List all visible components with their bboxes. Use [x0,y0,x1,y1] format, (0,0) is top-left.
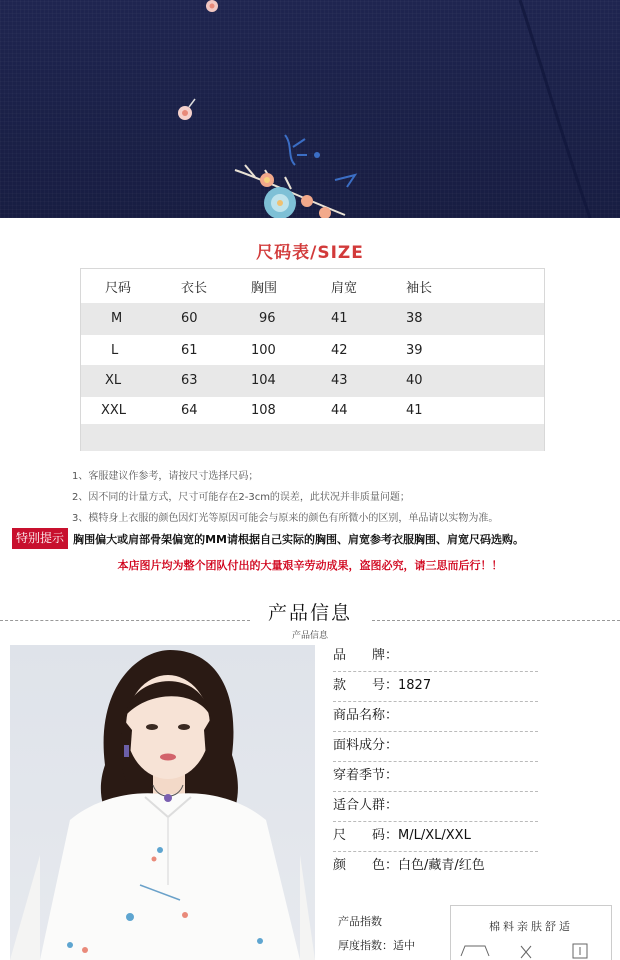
cell-size: XXL [101,403,127,418]
product-info-subtitle: 产品信息 [291,631,328,641]
attr-value: 1827 [398,678,432,693]
product-attributes [333,642,538,882]
product-index [332,905,612,960]
header-size: 尺码 [105,281,132,296]
index-title: 产品指数 [338,915,382,928]
attr-key: 商品名称： [333,708,399,723]
table-row-empty [81,424,544,451]
header-bust: 胸围 [251,281,278,296]
note-line: 3、模特身上衣服的颜色因灯光等原因可能会与原来的颜色有所微小的区别，单品请以实物为准。 [72,513,499,524]
header-length: 衣长 [181,281,208,296]
cell-bust: 100 [251,343,276,358]
attr-key: 穿着季节： [333,768,399,783]
table-row [81,335,544,367]
cell-bust: 104 [251,373,276,388]
cell-sleeve: 40 [406,373,423,388]
cell-bust: 96 [259,311,276,326]
table-row [81,395,544,427]
attr-colors [333,852,538,882]
header-sleeve: 袖长 [406,281,433,296]
cell-shoulder: 43 [331,373,348,388]
product-info-header [0,598,620,641]
cell-bust: 108 [251,403,276,418]
no-bleach-icon [521,946,531,958]
care-panel [450,905,612,960]
wash-icon [461,946,489,956]
attr-name [333,702,538,732]
attr-key: 适合人群： [333,798,399,813]
cell-sleeve: 38 [406,311,423,326]
cell-size: XL [105,373,122,388]
size-table [80,268,545,451]
attr-fabric [333,732,538,762]
cell-length: 63 [181,373,198,388]
fabric-detail-photo [0,0,620,218]
attr-style-no [333,672,538,702]
attr-sizes [333,822,538,852]
model-photo [10,645,315,960]
attr-audience [333,792,538,822]
cell-shoulder: 42 [331,343,348,358]
cell-size: M [111,311,123,326]
product-info-title: 产品信息 [267,602,352,624]
cell-shoulder: 41 [331,311,348,326]
cell-sleeve: 41 [406,403,423,418]
cell-length: 60 [181,311,198,326]
attr-key: 面料成分： [333,738,399,753]
cell-length: 64 [181,403,198,418]
cell-size: L [111,343,119,358]
size-table-header [81,273,544,305]
attr-brand [333,642,538,672]
comfort-title: 棉料亲肤舒适 [489,920,573,933]
note-line: 2、因不同的计量方式，尺寸可能存在2-3cm的误差，此状况并非质量问题； [72,492,410,503]
attr-key: 尺 码： [333,828,399,843]
tip-text: 胸围偏大或肩部骨架偏宽的MM请根据自己实际的胸围、肩宽参考衣服胸围、肩宽尺码选购。 [73,532,524,546]
cell-sleeve: 39 [406,343,423,358]
attr-key: 款 号： [333,678,399,693]
cell-shoulder: 44 [331,403,348,418]
attr-season [333,762,538,792]
attr-key: 颜 色： [333,858,399,873]
attr-key: 品 牌： [333,648,399,663]
note-line: 1、客服建议作参考，请按尺寸选择尺码； [72,471,259,482]
care-icons [451,906,613,960]
table-row [81,303,544,335]
table-row [81,365,544,397]
special-tip [12,528,612,550]
attr-value: 白色/藏青/红色 [398,858,485,873]
size-chart-title: 尺码表/SIZE [256,243,364,263]
header-shoulder: 肩宽 [331,281,358,296]
copyright-warning: 本店图片均为整个团队付出的大量艰辛劳动成果，盗图必究，请三思而后行！！ [117,559,503,572]
attr-value: M/L/XL/XXL [398,828,471,843]
thickness-index: 厚度指数：适中 [338,939,415,952]
tip-badge: 特别提示 [12,528,68,549]
size-notes [72,466,612,529]
cell-length: 61 [181,343,198,358]
